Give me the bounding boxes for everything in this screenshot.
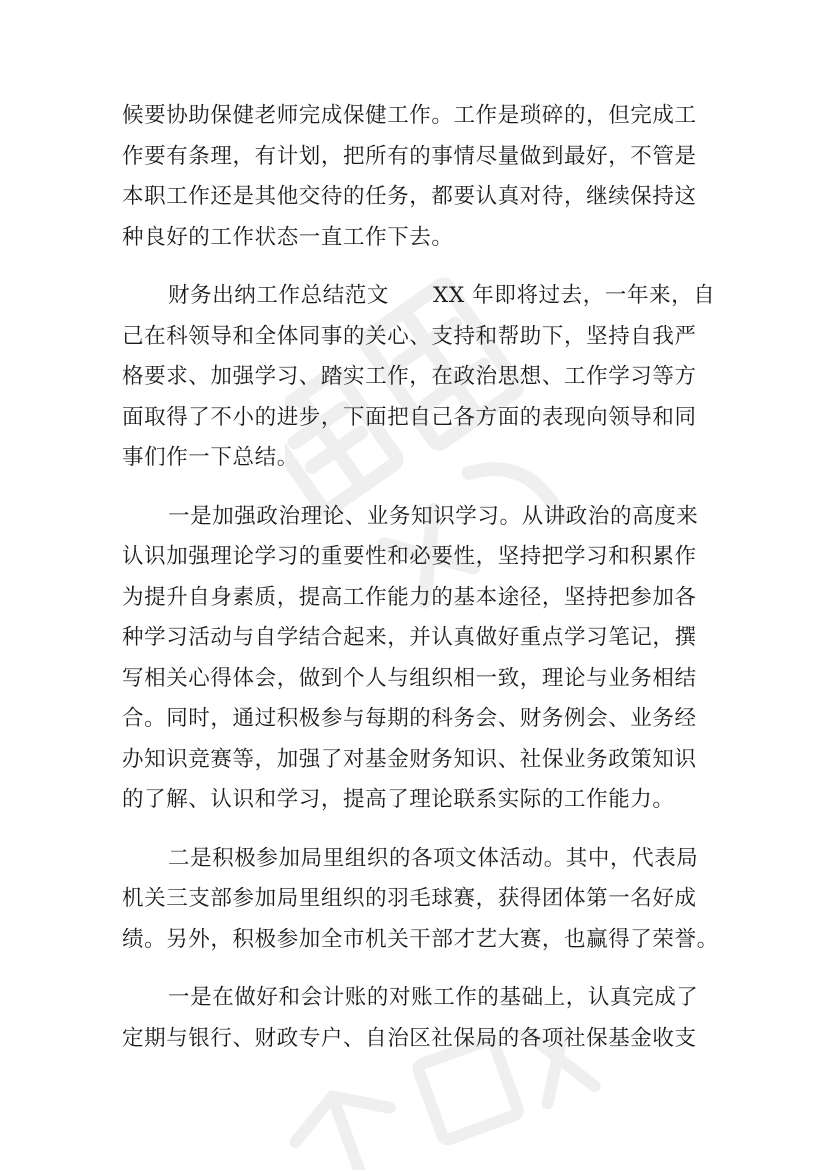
text-line: 种学习活动与自学结合起来，并认真做好重点学习笔记，撰: [122, 625, 697, 650]
text-line: 候要协助保健老师完成保健工作。工作是琐碎的，但完成工: [122, 103, 697, 128]
paragraph-3: [122, 497, 712, 821]
text-line: 一是在做好和会计账的对账工作的基础上，认真完成了: [168, 985, 699, 1010]
paragraph-2: [122, 276, 716, 479]
paragraph-5: [122, 978, 712, 1059]
text-line-start: XX 年即将过去，一年来，自: [433, 283, 716, 308]
text-line: 办知识竞赛等，加强了对基金财务知识、社保业务政策知识: [122, 746, 697, 772]
text-line-first: [122, 276, 716, 317]
text-line: 面取得了不小的进步，下面把自己各方面的表现向领导和同: [122, 404, 697, 430]
text-line: 本职工作还是其他交待的任务，都要认真对待，继续保持这: [122, 184, 697, 209]
text-line: 定期与银行、财政专户、自治区社保局的各项社保基金收支: [122, 1025, 697, 1051]
text-line: 为提升自身素质，提高工作能力的基本途径，坚持把参加各: [122, 584, 697, 610]
text-line: 的了解、认识和学习，提高了理论联系实际的工作能力。: [122, 787, 675, 812]
text-line: 事们作一下总结。: [122, 445, 299, 470]
text-line: 机关三支部参加局里组织的羽毛球赛，获得团体第一名好成: [122, 886, 697, 911]
text-line: 一是加强政治理论、业务知识学习。从讲政治的高度来: [168, 503, 699, 529]
text-line: 写相关心得体会，做到个人与组织相一致，理论与业务相结: [122, 665, 697, 691]
paragraph-4: [122, 839, 719, 961]
text-line: 格要求、加强学习、踏实工作，在政治思想、工作学习等方: [122, 364, 697, 389]
text-line: 认识加强理论学习的重要性和必要性，坚持把学习和积累作: [122, 544, 697, 569]
text-line: 作要有条理，有计划，把所有的事情尽量做到最好，不管是: [122, 143, 697, 169]
paragraph-1: [122, 96, 712, 258]
document-body: [122, 96, 719, 1077]
text-line: 己在科领导和全体同事的关心、支持和帮助下，坚持自我严: [122, 323, 697, 349]
section-heading: 财务出纳工作总结范文: [168, 283, 390, 308]
text-line: 绩。另外，积极参加全市机关干部才艺大赛，也赢得了荣誉。: [122, 926, 719, 952]
text-line: 种良好的工作状态一直工作下去。: [122, 224, 454, 250]
text-line: 二是积极参加局里组织的各项文体活动。其中，代表局: [168, 845, 699, 871]
text-line: 合。同时，通过积极参与每期的科务会、财务例会、业务经: [122, 706, 697, 731]
